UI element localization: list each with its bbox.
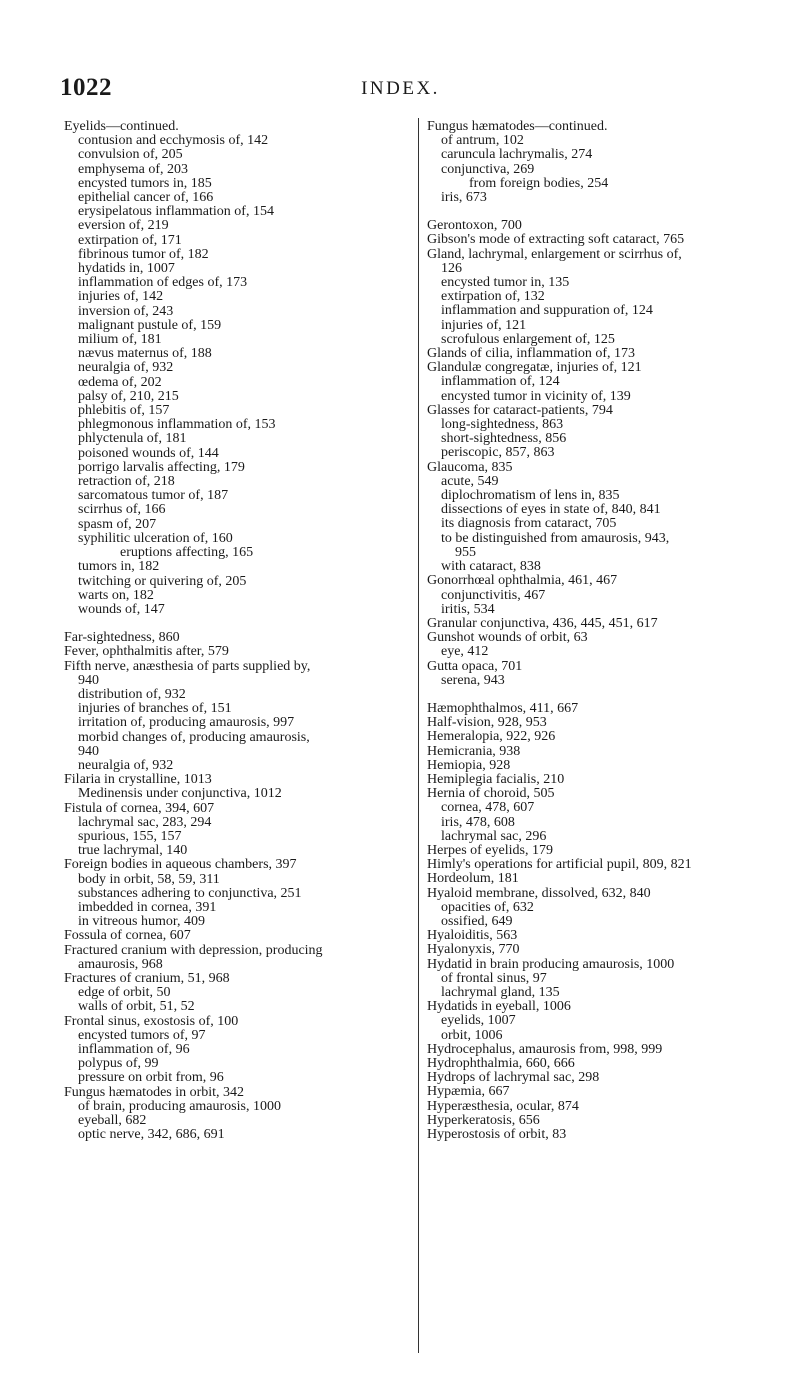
index-subentry: spasm of, 207 <box>78 516 157 532</box>
entry-gap <box>427 688 769 702</box>
index-entry-head: Frontal sinus, exostosis of, 100 <box>64 1013 239 1029</box>
index-subentry: convulsion of, 205 <box>78 147 183 163</box>
index-entry-head: Glandulæ congregatæ, injuries of, 121 <box>427 360 642 376</box>
index-subentry: ossified, 649 <box>441 913 513 929</box>
index-subentry: phlyctenula of, 181 <box>78 431 187 447</box>
index-subentry: iris, 478, 608 <box>441 814 515 830</box>
index-entry-head: Half-vision, 928, 953 <box>427 715 547 731</box>
index-entry-wrap: 126 <box>441 260 462 276</box>
index-subentry: malignant pustule of, 159 <box>78 317 222 333</box>
index-entry-head: Fungus hæmatodes in orbit, 342 <box>64 1084 245 1100</box>
index-subentry: nævus maternus of, 188 <box>78 346 212 362</box>
index-entry-head: Glasses for cataract-patients, 794 <box>427 402 613 418</box>
index-subentry: retraction of, 218 <box>78 474 175 490</box>
index-subentry: inflammation of edges of, 173 <box>78 275 248 291</box>
index-entry-wrap: 940 <box>78 672 99 688</box>
index-entry-head: Fistula of cornea, 394, 607 <box>64 800 215 816</box>
index-subentry: extirpation of, 132 <box>441 289 545 305</box>
index-subentry: irritation of, producing amaurosis, 997 <box>78 715 295 731</box>
index-entry-head: Gibson's mode of extracting soft cataract, 765 <box>427 232 685 248</box>
index-subentry: of frontal sinus, 97 <box>441 970 547 986</box>
index-entry-head: Fever, ophthalmitis after, 579 <box>64 644 229 660</box>
index-entry-head: Hyperæsthesia, ocular, 874 <box>427 1098 579 1114</box>
index-subentry: sarcomatous tumor of, 187 <box>78 488 229 504</box>
index-subentry: contusion and ecchymosis of, 142 <box>78 133 269 149</box>
index-entry-head: Hydatids in eyeball, 1006 <box>427 999 571 1015</box>
index-subentry: long-sightedness, 863 <box>441 417 564 433</box>
index-subentry: lachrymal sac, 283, 294 <box>78 814 212 830</box>
index-subsubentry: from foreign bodies, 254 <box>469 175 609 191</box>
index-entry-head: Hernia of choroid, 505 <box>427 786 555 802</box>
index-subentry: emphysema of, 203 <box>78 161 189 177</box>
index-entry-wrap: amaurosis, 968 <box>78 956 163 972</box>
index-subentry: morbid changes of, producing amaurosis, <box>78 729 310 745</box>
index-column-right <box>427 120 769 1142</box>
index-subentry: neuralgia of, 932 <box>78 757 174 773</box>
index-entry-head: Hydrocephalus, amaurosis from, 998, 999 <box>427 1041 663 1057</box>
index-entry-head: Fractured cranium with depression, producing <box>64 942 323 958</box>
index-entry-head: Glaucoma, 835 <box>427 459 513 475</box>
index-subentry: short-sightedness, 856 <box>441 431 567 447</box>
index-subentry: iritis, 534 <box>441 601 495 617</box>
index-subentry: inflammation of, 124 <box>441 374 560 390</box>
index-subentry: its diagnosis from cataract, 705 <box>441 516 617 532</box>
index-subentry: pressure on orbit from, 96 <box>78 1070 224 1086</box>
index-subentry: opacities of, 632 <box>441 899 534 915</box>
index-subentry: syphilitic ulceration of, 160 <box>78 530 233 546</box>
index-subentry: body in orbit, 58, 59, 311 <box>78 871 220 887</box>
index-subentry: lachrymal gland, 135 <box>441 984 560 1000</box>
index-subentry: encysted tumors of, 97 <box>78 1027 206 1043</box>
index-subentry: œdema of, 202 <box>78 374 162 390</box>
index-subentry: poisoned wounds of, 144 <box>78 445 219 461</box>
index-subentry: polypus of, 99 <box>78 1056 159 1072</box>
index-subentry: scirrhus of, 166 <box>78 502 166 518</box>
index-subentry: caruncula lachrymalis, 274 <box>441 147 593 163</box>
column-divider <box>418 118 419 1353</box>
index-subentry-wrap: 955 <box>455 544 476 560</box>
index-entry-head: Gland, lachrymal, enlargement or scirrhus of, <box>427 246 682 262</box>
index-subentry: diplochromatism of lens in, 835 <box>441 488 620 504</box>
index-entry-head: Fungus hæmatodes—continued. <box>427 119 608 134</box>
index-entry-head: Hyperostosis of orbit, 83 <box>427 1127 567 1143</box>
index-subentry: palsy of, 210, 215 <box>78 388 179 404</box>
index-subentry: true lachrymal, 140 <box>78 843 188 859</box>
index-subentry: injuries of branches of, 151 <box>78 701 232 717</box>
index-subentry: neuralgia of, 932 <box>78 360 174 376</box>
index-subentry: Medinensis under conjunctiva, 1012 <box>78 786 282 802</box>
index-subentry: cornea, 478, 607 <box>441 800 535 816</box>
index-entry-head: Fossula of cornea, 607 <box>64 928 191 944</box>
index-subentry: epithelial cancer of, 166 <box>78 190 214 206</box>
index-subentry: phlegmonous inflammation of, 153 <box>78 417 276 433</box>
index-entry-head: Hemicrania, 938 <box>427 743 521 759</box>
index-entry-head: Glands of cilia, inflammation of, 173 <box>427 346 636 362</box>
index-subentry: encysted tumor in vicinity of, 139 <box>441 388 631 404</box>
index-subentry: phlebitis of, 157 <box>78 403 170 419</box>
index-subentry: in vitreous humor, 409 <box>78 914 205 930</box>
index-entry-head: Hæmophthalmos, 411, 667 <box>427 700 579 716</box>
index-subentry: dissections of eyes in state of, 840, 841 <box>441 502 661 518</box>
index-subentry: scrofulous enlargement of, 125 <box>441 331 615 347</box>
entry-gap <box>427 205 769 219</box>
index-subentry: walls of orbit, 51, 52 <box>78 999 195 1015</box>
index-entry-head: Hyalonyxis, 770 <box>427 942 520 958</box>
index-subentry: erysipelatous inflammation of, 154 <box>78 204 274 220</box>
index-entry-head: Eyelids—continued. <box>64 119 179 134</box>
index-entry-head: Himly's operations for artificial pupil, 809, 821 <box>427 857 692 873</box>
index-entry-head: Foreign bodies in aqueous chambers, 397 <box>64 857 297 873</box>
index-subentry: warts on, 182 <box>78 587 154 603</box>
index-subentry: conjunctiva, 269 <box>441 161 535 177</box>
index-subentry: tumors in, 182 <box>78 559 160 575</box>
index-column-left <box>64 120 414 1142</box>
index-entry-head: Fifth nerve, anæsthesia of parts supplied by, <box>64 658 311 674</box>
index-subentry: inversion of, 243 <box>78 303 174 319</box>
index-subentry: fibrinous tumor of, 182 <box>78 246 209 262</box>
index-subentry: wounds of, 147 <box>78 601 165 617</box>
index-subentry: eyeball, 682 <box>78 1113 147 1129</box>
index-subentry: porrigo larvalis affecting, 179 <box>78 459 245 475</box>
index-subentry: injuries of, 121 <box>441 317 527 333</box>
index-subentry: inflammation and suppuration of, 124 <box>441 303 653 319</box>
index-entry-head: Filaria in crystalline, 1013 <box>64 772 212 788</box>
index-subentry: to be distinguished from amaurosis, 943, <box>441 530 670 546</box>
index-entry-head: Granular conjunctiva, 436, 445, 451, 617 <box>427 615 658 631</box>
index-entry-head: Hydatid in brain producing amaurosis, 1000 <box>427 956 675 972</box>
index-subentry: with cataract, 838 <box>441 559 541 575</box>
index-subentry: eye, 412 <box>441 644 489 660</box>
index-subentry: twitching or quivering of, 205 <box>78 573 247 589</box>
index-subentry: encysted tumor in, 135 <box>441 275 570 291</box>
index-entry-head: Hyperkeratosis, 656 <box>427 1112 540 1128</box>
index-subentry: milium of, 181 <box>78 332 162 348</box>
index-subentry: extirpation of, 171 <box>78 232 182 248</box>
index-subentry: iris, 673 <box>441 190 487 206</box>
index-subentry: of antrum, 102 <box>441 133 524 149</box>
index-subentry: optic nerve, 342, 686, 691 <box>78 1127 225 1143</box>
index-subentry: encysted tumors in, 185 <box>78 175 212 191</box>
index-subentry: eyelids, 1007 <box>441 1013 516 1029</box>
index-entry-head: Hemiopia, 928 <box>427 757 511 773</box>
index-entry-head: Gerontoxon, 700 <box>427 218 522 234</box>
index-entry-head: Hemiplegia facialis, 210 <box>427 771 565 787</box>
running-head: INDEX. <box>361 78 440 99</box>
index-entry-head: Far-sightedness, 860 <box>64 630 180 646</box>
page-number: 1022 <box>60 74 112 101</box>
index-entry-head: Fractures of cranium, 51, 968 <box>64 970 230 986</box>
index-subentry: serena, 943 <box>441 672 505 688</box>
index-subentry: periscopic, 857, 863 <box>441 445 555 461</box>
index-subentry: distribution of, 932 <box>78 686 186 702</box>
index-subentry-wrap: 940 <box>78 743 99 759</box>
index-subentry: of brain, producing amaurosis, 1000 <box>78 1098 281 1114</box>
index-entry-head: Hemeralopia, 922, 926 <box>427 729 556 745</box>
index-entry-head: Gonorrhœal ophthalmia, 461, 467 <box>427 573 618 589</box>
index-subentry: conjunctivitis, 467 <box>441 587 546 603</box>
index-subentry: inflammation of, 96 <box>78 1042 190 1057</box>
index-entry-head: Gutta opaca, 701 <box>427 658 523 674</box>
index-entry-head: Gunshot wounds of orbit, 63 <box>427 630 588 646</box>
index-entry-head: Hyaloid membrane, dissolved, 632, 840 <box>427 885 651 901</box>
index-subentry: orbit, 1006 <box>441 1027 503 1043</box>
index-subentry: eversion of, 219 <box>78 218 169 234</box>
entry-gap <box>64 617 414 631</box>
page-header <box>60 74 741 108</box>
index-entry-head: Hypæmia, 667 <box>427 1084 510 1100</box>
index-subentry: spurious, 155, 157 <box>78 828 182 844</box>
index-entry-head: Herpes of eyelids, 179 <box>427 842 553 858</box>
index-subsubentry: eruptions affecting, 165 <box>120 545 254 561</box>
index-subentry: substances adhering to conjunctiva, 251 <box>78 885 302 901</box>
index-subentry: lachrymal sac, 296 <box>441 828 547 844</box>
index-subentry: hydatids in, 1007 <box>78 261 175 277</box>
index-entry-head: Hydrophthalmia, 660, 666 <box>427 1056 575 1071</box>
index-subentry: imbedded in cornea, 391 <box>78 899 217 915</box>
index-subentry: injuries of, 142 <box>78 289 164 305</box>
index-entry-head: Hyaloiditis, 563 <box>427 928 518 944</box>
index-subentry: edge of orbit, 50 <box>78 985 171 1001</box>
index-entry-head: Hordeolum, 181 <box>427 871 519 887</box>
index-subentry: acute, 549 <box>441 473 499 489</box>
index-entry-head: Hydrops of lachrymal sac, 298 <box>427 1070 600 1086</box>
